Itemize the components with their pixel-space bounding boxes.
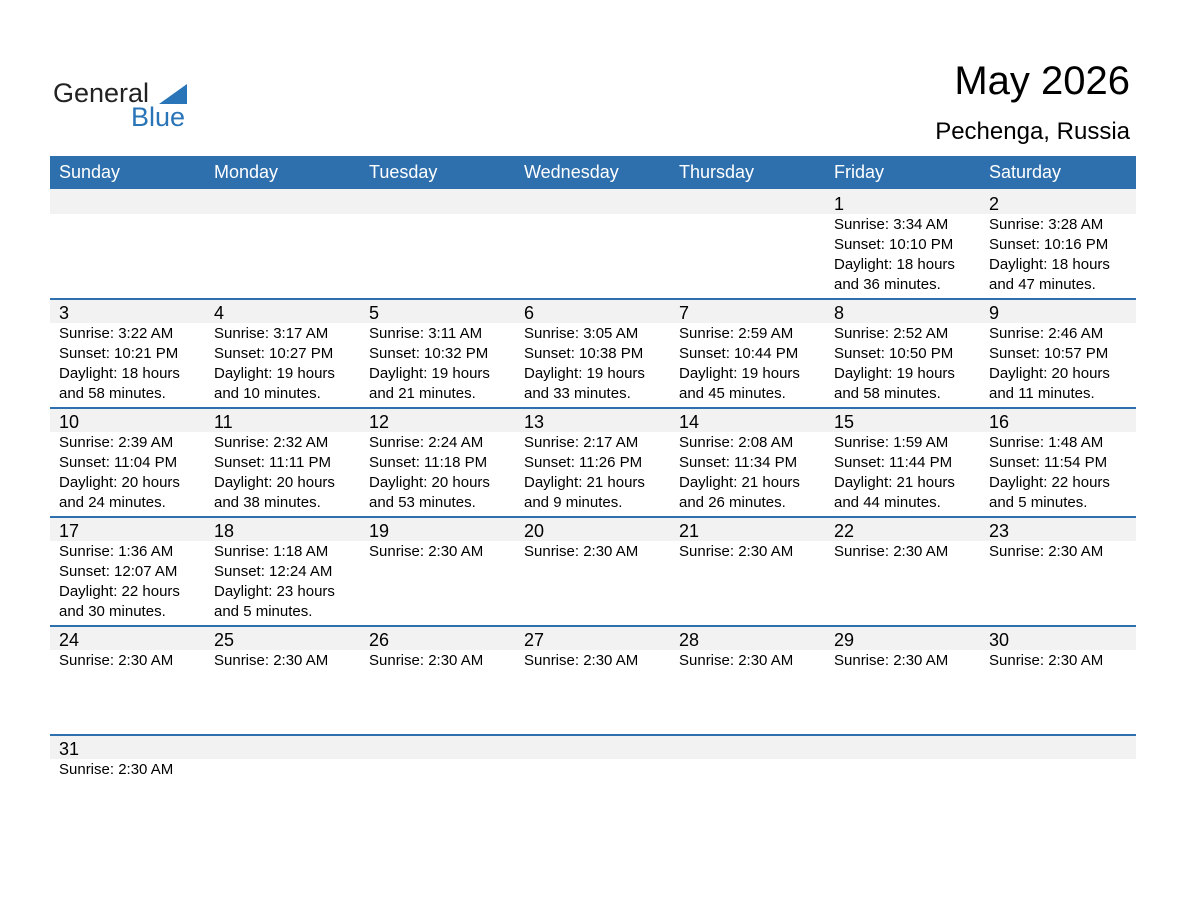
day-number: 25 <box>214 630 235 650</box>
daylight-minutes-text: and 58 minutes. <box>834 385 941 402</box>
day-cell <box>515 625 670 734</box>
sunrise-text: Sunrise: 2:30 AM <box>989 543 1104 560</box>
week-row <box>50 625 1136 734</box>
sunset-text: Sunset: 11:44 PM <box>834 454 953 471</box>
sunset-text: Sunset: 10:50 PM <box>834 345 954 362</box>
sunrise-text: Sunrise: 2:39 AM <box>59 434 174 451</box>
day-details <box>369 651 483 671</box>
day-number: 11 <box>214 412 233 432</box>
sunset-text: Sunset: 12:24 AM <box>214 563 333 580</box>
weekday-monday: Monday <box>214 162 279 182</box>
logo-general-text: General <box>53 78 150 108</box>
day-cell <box>360 298 515 407</box>
day-number: 2 <box>989 194 1000 214</box>
day-cell <box>205 625 360 734</box>
day-cell <box>670 516 825 625</box>
daylight-minutes-text: and 21 minutes. <box>369 385 476 402</box>
day-number: 19 <box>369 521 390 541</box>
daylight-text: Daylight: 22 hours <box>989 474 1110 491</box>
sunset-text: Sunset: 10:10 PM <box>834 236 954 253</box>
day-details <box>369 324 490 404</box>
day-details <box>834 215 955 295</box>
daylight-minutes-text: and 45 minutes. <box>679 385 786 402</box>
daylight-text: Daylight: 19 hours <box>679 365 800 382</box>
daylight-text: Daylight: 21 hours <box>679 474 800 491</box>
day-number: 20 <box>524 521 545 541</box>
sunrise-text: Sunrise: 2:30 AM <box>59 761 174 778</box>
sunrise-text: Sunrise: 1:59 AM <box>834 434 949 451</box>
day-cell <box>825 298 980 407</box>
sunset-text: Sunset: 11:34 PM <box>679 454 798 471</box>
logo <box>53 78 193 130</box>
day-details <box>679 651 793 671</box>
day-details <box>834 542 948 562</box>
day-cell <box>515 516 670 625</box>
sunrise-text: Sunrise: 2:30 AM <box>989 652 1104 669</box>
daylight-text: Daylight: 22 hours <box>59 583 180 600</box>
day-cell <box>360 625 515 734</box>
sunset-text: Sunset: 10:32 PM <box>369 345 489 362</box>
sunrise-text: Sunrise: 2:17 AM <box>524 434 639 451</box>
logo-triangle-icon <box>159 84 187 104</box>
sunset-text: Sunset: 11:18 PM <box>369 454 488 471</box>
day-number: 22 <box>834 521 855 541</box>
sunset-text: Sunset: 11:26 PM <box>524 454 643 471</box>
week-row <box>50 734 1136 843</box>
day-details <box>834 433 955 513</box>
daylight-text: Daylight: 20 hours <box>214 474 335 491</box>
sunrise-text: Sunrise: 2:32 AM <box>214 434 329 451</box>
day-details <box>524 542 638 562</box>
daylight-minutes-text: and 47 minutes. <box>989 276 1096 293</box>
day-number: 5 <box>369 303 380 323</box>
page-title: May 2026 <box>954 59 1130 103</box>
logo-blue-text: Blue <box>131 102 186 132</box>
daylight-minutes-text: and 30 minutes. <box>59 603 166 620</box>
daylight-minutes-text: and 44 minutes. <box>834 494 941 511</box>
daylight-text: Daylight: 20 hours <box>369 474 490 491</box>
day-details <box>59 651 173 671</box>
day-cell <box>670 625 825 734</box>
day-cell <box>825 189 980 298</box>
sunset-text: Sunset: 10:16 PM <box>989 236 1109 253</box>
sunrise-text: Sunrise: 2:30 AM <box>834 652 949 669</box>
weekday-tuesday: Tuesday <box>369 162 438 182</box>
day-number: 1 <box>834 194 845 214</box>
sunrise-text: Sunrise: 2:08 AM <box>679 434 794 451</box>
daylight-text: Daylight: 19 hours <box>369 365 490 382</box>
daylight-text: Daylight: 21 hours <box>834 474 955 491</box>
day-cell <box>515 407 670 516</box>
day-details <box>679 324 800 404</box>
sunrise-text: Sunrise: 2:30 AM <box>214 652 329 669</box>
sunrise-text: Sunrise: 1:18 AM <box>214 543 329 560</box>
day-number: 26 <box>369 630 390 650</box>
day-cell <box>50 516 205 625</box>
daylight-text: Daylight: 20 hours <box>59 474 180 491</box>
sunrise-text: Sunrise: 2:24 AM <box>369 434 484 451</box>
day-details <box>369 433 490 513</box>
day-details <box>369 542 483 562</box>
day-details <box>679 433 800 513</box>
day-cell <box>825 625 980 734</box>
day-number: 29 <box>834 630 855 650</box>
day-number: 4 <box>214 303 225 323</box>
sunrise-text: Sunrise: 2:30 AM <box>524 652 639 669</box>
location-subtitle: Pechenga, Russia <box>935 118 1130 145</box>
day-cell <box>825 407 980 516</box>
sunrise-text: Sunrise: 1:48 AM <box>989 434 1104 451</box>
sunrise-text: Sunrise: 2:30 AM <box>679 652 794 669</box>
day-number: 9 <box>989 303 1000 323</box>
day-details <box>679 542 793 562</box>
day-details <box>524 433 645 513</box>
weekday-thursday: Thursday <box>679 162 755 182</box>
week-row <box>50 189 1136 298</box>
sunrise-text: Sunrise: 2:30 AM <box>369 652 484 669</box>
day-details <box>214 433 335 513</box>
sunrise-text: Sunrise: 3:28 AM <box>989 216 1104 233</box>
sunrise-text: Sunrise: 2:30 AM <box>679 543 794 560</box>
day-details <box>989 324 1110 404</box>
daylight-minutes-text: and 26 minutes. <box>679 494 786 511</box>
weekday-header <box>50 156 1136 189</box>
sunrise-text: Sunrise: 3:34 AM <box>834 216 949 233</box>
sunset-text: Sunset: 10:44 PM <box>679 345 799 362</box>
day-number: 23 <box>989 521 1010 541</box>
day-number: 31 <box>59 739 80 759</box>
sunset-text: Sunset: 11:11 PM <box>214 454 332 471</box>
day-number: 3 <box>59 303 70 323</box>
day-details <box>59 542 180 622</box>
daylight-minutes-text: and 5 minutes. <box>214 603 313 620</box>
day-details <box>59 760 173 780</box>
day-number: 18 <box>214 521 235 541</box>
day-number: 27 <box>524 630 545 650</box>
day-details <box>214 542 335 622</box>
daylight-minutes-text: and 38 minutes. <box>214 494 321 511</box>
daylight-minutes-text: and 5 minutes. <box>989 494 1088 511</box>
day-cell <box>980 625 1135 734</box>
sunset-text: Sunset: 12:07 AM <box>59 563 178 580</box>
week-row <box>50 407 1136 516</box>
sunset-text: Sunset: 11:54 PM <box>989 454 1108 471</box>
daylight-text: Daylight: 19 hours <box>524 365 645 382</box>
day-cell <box>825 516 980 625</box>
sunset-text: Sunset: 11:04 PM <box>59 454 178 471</box>
sunrise-text: Sunrise: 2:30 AM <box>834 543 949 560</box>
daylight-minutes-text: and 58 minutes. <box>59 385 166 402</box>
day-cell <box>980 298 1135 407</box>
day-details <box>524 651 638 671</box>
week-row <box>50 298 1136 407</box>
daylight-minutes-text: and 11 minutes. <box>989 385 1095 402</box>
day-details <box>59 324 180 404</box>
day-number: 8 <box>834 303 845 323</box>
day-cell <box>50 407 205 516</box>
day-cell <box>360 516 515 625</box>
day-number: 28 <box>679 630 700 650</box>
day-details <box>834 324 955 404</box>
sunset-text: Sunset: 10:57 PM <box>989 345 1109 362</box>
day-cell <box>980 189 1135 298</box>
day-number: 6 <box>524 303 535 323</box>
sunrise-text: Sunrise: 2:30 AM <box>524 543 639 560</box>
daylight-minutes-text: and 10 minutes. <box>214 385 321 402</box>
sunrise-text: Sunrise: 2:59 AM <box>679 325 794 342</box>
day-cell <box>980 516 1135 625</box>
daylight-text: Daylight: 18 hours <box>989 256 1110 273</box>
sunrise-text: Sunrise: 3:05 AM <box>524 325 639 342</box>
day-number: 21 <box>679 521 700 541</box>
weekday-sunday: Sunday <box>59 162 121 182</box>
daylight-text: Daylight: 19 hours <box>214 365 335 382</box>
day-details <box>989 215 1110 295</box>
day-cell <box>205 407 360 516</box>
daylight-minutes-text: and 24 minutes. <box>59 494 166 511</box>
daylight-text: Daylight: 21 hours <box>524 474 645 491</box>
daylight-text: Daylight: 23 hours <box>214 583 335 600</box>
sunset-text: Sunset: 10:38 PM <box>524 345 644 362</box>
sunrise-text: Sunrise: 3:22 AM <box>59 325 174 342</box>
weekday-saturday: Saturday <box>989 162 1062 182</box>
day-number: 30 <box>989 630 1010 650</box>
daylight-minutes-text: and 36 minutes. <box>834 276 941 293</box>
day-cell <box>205 516 360 625</box>
day-cell <box>50 298 205 407</box>
sunrise-text: Sunrise: 2:30 AM <box>59 652 174 669</box>
day-number: 12 <box>369 412 390 432</box>
day-number: 7 <box>679 303 690 323</box>
day-number-band <box>50 736 1136 759</box>
sunrise-text: Sunrise: 2:46 AM <box>989 325 1104 342</box>
sunrise-text: Sunrise: 3:11 AM <box>369 325 483 342</box>
day-cell <box>670 298 825 407</box>
daylight-text: Daylight: 19 hours <box>834 365 955 382</box>
sunrise-text: Sunrise: 3:17 AM <box>214 325 329 342</box>
sunrise-text: Sunrise: 2:30 AM <box>369 543 484 560</box>
day-cell <box>50 734 205 843</box>
daylight-text: Daylight: 20 hours <box>989 365 1110 382</box>
sunrise-text: Sunrise: 2:52 AM <box>834 325 949 342</box>
day-number: 15 <box>834 412 855 432</box>
day-number: 16 <box>989 412 1010 432</box>
daylight-minutes-text: and 33 minutes. <box>524 385 631 402</box>
day-cell <box>50 625 205 734</box>
day-details <box>989 433 1110 513</box>
daylight-text: Daylight: 18 hours <box>59 365 180 382</box>
day-cell <box>980 407 1135 516</box>
week-row <box>50 516 1136 625</box>
day-number: 14 <box>679 412 700 432</box>
day-details <box>214 324 335 404</box>
day-cell <box>360 407 515 516</box>
day-details <box>989 542 1103 562</box>
day-number: 17 <box>59 521 80 541</box>
day-cell <box>205 298 360 407</box>
day-details <box>989 651 1103 671</box>
day-number: 10 <box>59 412 80 432</box>
weekday-friday: Friday <box>834 162 885 182</box>
day-details <box>59 433 180 513</box>
day-cell <box>670 407 825 516</box>
day-number: 13 <box>524 412 545 432</box>
day-details <box>524 324 645 404</box>
day-number: 24 <box>59 630 80 650</box>
sunrise-text: Sunrise: 1:36 AM <box>59 543 174 560</box>
daylight-text: Daylight: 18 hours <box>834 256 955 273</box>
day-details <box>214 651 328 671</box>
weekday-wednesday: Wednesday <box>524 162 619 182</box>
daylight-minutes-text: and 9 minutes. <box>524 494 623 511</box>
daylight-minutes-text: and 53 minutes. <box>369 494 476 511</box>
day-cell <box>515 298 670 407</box>
sunset-text: Sunset: 10:21 PM <box>59 345 179 362</box>
day-details <box>834 651 948 671</box>
sunset-text: Sunset: 10:27 PM <box>214 345 334 362</box>
